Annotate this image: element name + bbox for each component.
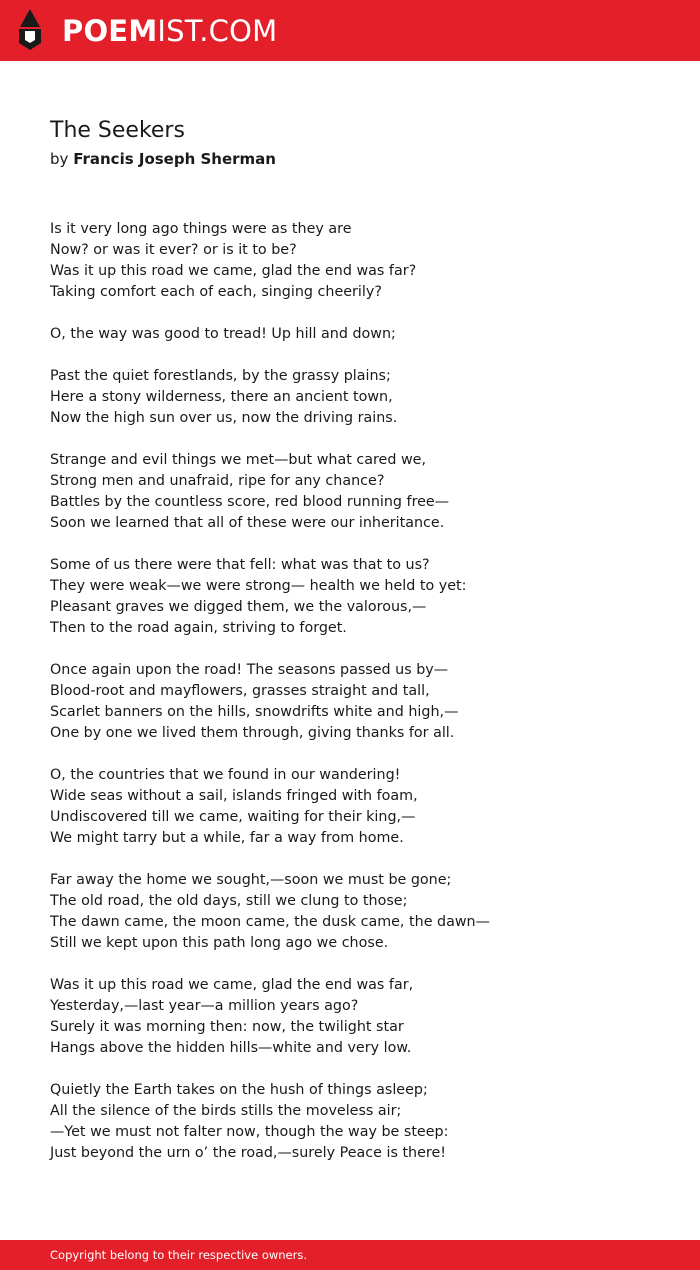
poem-line: Scarlet banners on the hills, snowdrifts white and high,—: [50, 704, 459, 720]
poem-line: Here a stony wilderness, there an ancient town,: [50, 389, 393, 405]
poem-line: The dawn came, the moon came, the dusk came, the dawn—: [50, 914, 490, 930]
poem-line: O, the countries that we found in our wandering!: [50, 767, 401, 783]
stanza: [50, 366, 670, 429]
brand-bold-text: POEM: [62, 14, 158, 48]
stanza: [50, 555, 670, 639]
poem-title: The Seekers: [50, 118, 185, 143]
poem-line: Then to the road again, striving to forget.: [50, 620, 347, 636]
poem-line: Strong men and unafraid, ripe for any chance?: [50, 473, 385, 489]
poem-line: Now the high sun over us, now the driving rains.: [50, 410, 398, 426]
poem-line: All the silence of the birds stills the moveless air;: [50, 1103, 402, 1119]
pencil-icon[interactable]: [17, 9, 43, 52]
poem-line: Now? or was it ever? or is it to be?: [50, 242, 297, 258]
poem-line: Once again upon the road! The seasons passed us by—: [50, 662, 449, 678]
poem-line: Surely it was morning then: now, the twilight star: [50, 1019, 404, 1035]
byline: [50, 149, 276, 169]
poem-line: Blood-root and mayflowers, grasses straight and tall,: [50, 683, 430, 699]
by-label: by: [50, 150, 69, 168]
poem-line: Strange and evil things we met—but what cared we,: [50, 452, 426, 468]
poem-line: We might tarry but a while, far a way from home.: [50, 830, 404, 846]
poem-body: [50, 219, 670, 1185]
poem-line: Is it very long ago things were as they are: [50, 221, 352, 237]
stanza: [50, 1080, 670, 1164]
poem-line: One by one we lived them through, giving thanks for all.: [50, 725, 455, 741]
poem-line: Wide seas without a sail, islands fringed with foam,: [50, 788, 418, 804]
author-name: Francis Joseph Sherman: [73, 150, 276, 168]
poem-line: Hangs above the hidden hills—white and very low.: [50, 1040, 412, 1056]
brand-light-text: IST.COM: [157, 14, 278, 48]
poem-line: Quietly the Earth takes on the hush of things asleep;: [50, 1082, 428, 1098]
site-footer: [0, 1240, 700, 1270]
poem-line: O, the way was good to tread! Up hill and down;: [50, 326, 396, 342]
poem-line: Pleasant graves we digged them, we the valorous,—: [50, 599, 427, 615]
copyright-text: Copyright belong to their respective owners.: [50, 1248, 308, 1262]
stanza: [50, 870, 670, 954]
poem-line: Undiscovered till we came, waiting for their king,—: [50, 809, 416, 825]
poem-line: Taking comfort each of each, singing cheerily?: [50, 284, 382, 300]
stanza: [50, 450, 670, 534]
stanza: [50, 324, 670, 345]
poem-line: Was it up this road we came, glad the end was far?: [50, 263, 417, 279]
stanza: [50, 765, 670, 849]
poem-line: Soon we learned that all of these were our inheritance.: [50, 515, 445, 531]
poem-line: —Yet we must not falter now, though the way be steep:: [50, 1124, 449, 1140]
site-header: [0, 0, 700, 61]
poem-line: Was it up this road we came, glad the end was far,: [50, 977, 414, 993]
stanza: [50, 975, 670, 1059]
poem-line: Some of us there were that fell: what was that to us?: [50, 557, 430, 573]
stanza: [50, 219, 670, 303]
poem-line: They were weak—we were strong— health we held to yet:: [50, 578, 467, 594]
site-logo[interactable]: [62, 13, 277, 49]
poem-line: Just beyond the urn o’ the road,—surely Peace is there!: [50, 1145, 447, 1161]
poem-line: Past the quiet forestlands, by the grassy plains;: [50, 368, 391, 384]
poem-line: Far away the home we sought,—soon we must be gone;: [50, 872, 452, 888]
poem-line: The old road, the old days, still we clung to those;: [50, 893, 408, 909]
poem-line: Battles by the countless score, red blood running free—: [50, 494, 450, 510]
poem-line: Yesterday,—last year—a million years ago?: [50, 998, 359, 1014]
poem-line: Still we kept upon this path long ago we chose.: [50, 935, 389, 951]
stanza: [50, 660, 670, 744]
